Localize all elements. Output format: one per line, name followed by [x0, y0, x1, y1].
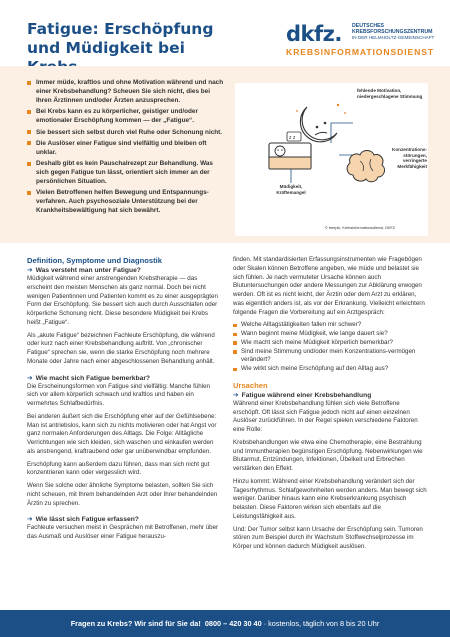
paragraph: Als „akute Fatigue“ bezeichnen Fachleute Erschöpfung, die während oder kurz nach einer Krebsbehandlung auftritt. Von „chronischer Fatigue“ sprechen sie, wenn die starke Erschöpfung noch mehrere Monate oder Jahre nach einer abgeschlossenen Behandlung anhält. [27, 331, 215, 365]
bullet-icon [27, 141, 31, 145]
footer-hotline[interactable] [0, 610, 450, 637]
arrow-right-icon: ➔ [27, 267, 33, 274]
label-tired: Müdigkeit, Kräftemangel [276, 184, 306, 195]
paragraph: Müdigkeit während einer anstrengenden Krebstherapie — das erscheint den meisten Menschen als ganz normal. Doch bei nicht wenigen Patientinnen und Patienten kommt es zu einer ausgeprägten Form der Erschöpfung. Sie bessert sich auch durch Ausschlafen oder körperliche Schonung nicht. Diese besondere Müdigkeit bei Krebs heißt „Fatigue“. [27, 275, 218, 326]
paragraph: Krebsbehandlungen wie etwa eine Chemotherapie, eine Bestrahlung und Immuntherapien begünstigen Erschöpfung. Nebenwirkungen wie Blutarmut, Entzündungen, Infektionen, Übelkeit und Erbrechen verstärken den Effekt. [233, 438, 423, 472]
section-title-causes: Ursachen [233, 380, 268, 390]
bullet-icon [233, 350, 237, 354]
subheading-symptoms: ➔ Wie macht sich Fatigue bemerkbar? [27, 374, 151, 382]
paragraph: Hinzu kommt: Während einer Krebsbehandlung verändert sich der Tagesrhythmus. Schlafgewohnheiten werden anders. Man bewegt sich weniger. Darüber hinaus kann eine Krebserkrankung psychisch belasten. Diese Faktoren wirken sich ebenfalls auf die Leistungsfähigkeit aus. [233, 477, 427, 520]
logo-line-1: DEUTSCHES KREBSFORSCHUNGSZENTRUM [352, 23, 433, 35]
person-in-bed-icon [269, 132, 311, 169]
list-item: Wie wirkt sich meine Erschöpfung auf den Alltag aus? [233, 365, 428, 374]
logo-line-3: IN DER HELMHOLTZ-GEMEINSCHAFT [352, 35, 435, 40]
logo-kid: KREBSINFORMATIONSDIENST [286, 47, 435, 57]
bullet-icon [233, 324, 237, 328]
right-column [233, 256, 428, 556]
paragraph: Erschöpfung kann außerdem dazu führen, dass man sich nicht gut konzentrieren kann oder vergesslich wird. [27, 460, 210, 477]
header [0, 0, 450, 66]
connector-line [291, 169, 305, 183]
subheading-during-treatment: ➔ Fatigue während einer Krebsbehandlung [233, 391, 372, 399]
bullet-icon [233, 368, 237, 372]
image-credit: © freepik, Krebsinformationsdienst, DKFZ [325, 226, 396, 230]
logo-mark: dkfz. [286, 22, 342, 46]
paragraph: Wenn Sie solche oder ähnliche Symptome belasten, sollten Sie sich nicht scheuen, mit Ihrem behandelnden Arzt oder Ihrer behandelnden Ärztin zu sprechen. [27, 482, 218, 507]
page-title: Fatigue: Erschöpfung und Müdigkeit bei [27, 20, 214, 57]
paragraph: Bei anderen äußert sich die Erschöpfung eher auf der Gefühlsebene: Man ist antriebslos, kann sich zu nichts motivieren oder hat Angst vor ganz normalen Anforderungen des Alltags. Die Folge: Alltägliche Verrichtungen wie sich kleiden, sich waschen und einkaufen werden als anstrengend, kraftraubend oder gar unüberwindbar empfunden. [27, 412, 217, 455]
paragraph: finden. Mit standardisierten Erfassungsinstrumenten wie Fragebögen oder Skalen können Betroffene angeben, wie müde und belastet sie sich fühlen. Je nach vermuteter Ursache können auch Blutuntersuchungen oder andere Messungen zur Abklärung erwogen werden. Oft ist es nicht leicht, der Ärztin oder dem Arzt zu erklären, was eigentlich anders ist, als vor der Erkrankung. Vielleicht erleichtern folgende Fragen die Vorbereitung auf ein Arztgespräch: [233, 256, 425, 316]
summary-item: Vielen Betroffenen helfen Bewegung und Entspannungs-verfahren. Auch psychosoziale Unterstützung bei der Krankheitsbewältigung hat sich bewährt. [27, 188, 227, 215]
bullet-icon [233, 333, 237, 337]
footer-phone[interactable]: 0800 – 420 30 40 [204, 619, 262, 628]
section-title-definition: Definition, Symptome und Diagnostik [27, 256, 163, 265]
question-list [233, 321, 428, 374]
list-item: Wann beginnt meine Müdigkeit, wie lange dauert sie? [233, 330, 428, 339]
dkfz-logo[interactable] [286, 20, 436, 60]
sleep-text: z z [289, 135, 296, 141]
summary-item: Sie bessert sich selbst durch viel Ruhe oder Schonung nicht. [27, 128, 227, 137]
connector-line [331, 123, 353, 143]
bullet-icon [27, 110, 31, 114]
label-motivation: fehlende Motivation, niedergeschlagene Stimmung [357, 88, 423, 99]
arrow-right-icon: ➔ [233, 391, 239, 399]
left-column [27, 256, 222, 546]
list-item: Welche Alltagstätigkeiten fallen mir schwer? [233, 321, 428, 330]
bullet-icon [27, 162, 31, 166]
bullet-icon [27, 191, 31, 195]
paragraph: Die Erscheinungsformen von Fatigue sind vielfältig: Manche fühlen sich vor allem körperlich schwach und kraftlos und haben ein vermehrtes Schlafbedürfnis. [27, 382, 210, 407]
summary-list [27, 78, 227, 218]
arrow-right-icon: ➔ [27, 516, 33, 524]
summary-item: Immer müde, kraftlos und ohne Motivation während und nach einer Krebsbehandlung? Scheuen Sie sich nicht, dies bei Ihren Ärztinnen und/oder Ärzten anzusprechen. [27, 78, 227, 105]
summary-item: Deshalb gibt es kein Pauschalrezept zur Behandlung. Was sich gegen Fatigue tun lässt, orientiert sich immer an der persönlichen Situation. [27, 159, 227, 186]
fatigue-illustration [235, 83, 428, 236]
subheading-diagnosis: ➔ Wie lässt sich Fatigue erfassen? [27, 516, 139, 524]
label-concentration: Konzentrations-störungen, verringerte Merkfähigkeit [392, 147, 427, 169]
list-item: Sind meine Stimmung und/oder mein Konzentrations-vermögen verändert? [233, 348, 428, 366]
footer-hours: · kostenlos, täglich von 8 bis 20 Uhr [261, 619, 380, 628]
paragraph: Während einer Krebsbehandlung fühlen sich viele Betroffene erschöpft. Oft lässt sich Fatigue jedoch nicht auf einen einzelnen Auslöser zurückführen. In der Regel spielen verschiedene Faktoren eine Rolle: [233, 399, 418, 433]
summary-item: Bei Krebs kann es zu körperlicher, geistiger und/oder emotionaler Erschöpfung kommen — der „Fatigue“. [27, 107, 227, 125]
bullet-icon [27, 130, 31, 134]
brain-icon [347, 151, 384, 182]
paragraph: Fachleute versuchen meist in Gesprächen mit Betroffenen, mehr über das Ausmaß und Auslöser einer Fatigue herauszu- [27, 524, 219, 540]
subheading-what-is: ➔ Was versteht man unter Fatigue? [27, 267, 141, 274]
bullet-icon [27, 81, 31, 85]
paragraph: Und: Der Tumor selbst kann Ursache der Erschöpfung sein. Tumoren stören zum Beispiel durch ihr Wachstum Stoffwechselprozesse im Körper und können dadurch Müdigkeit auslösen. [233, 525, 423, 550]
list-item: Wie macht sich meine Müdigkeit körperlich bemerkbar? [233, 339, 428, 348]
arrow-right-icon: ➔ [27, 374, 33, 382]
footer-lead: Fragen zu Krebs? Wir sind für Sie da! [70, 619, 201, 628]
bullet-icon [233, 341, 237, 345]
summary-item: Die Auslöser einer Fatigue sind vielfältig und bleiben oft unklar. [27, 139, 227, 157]
